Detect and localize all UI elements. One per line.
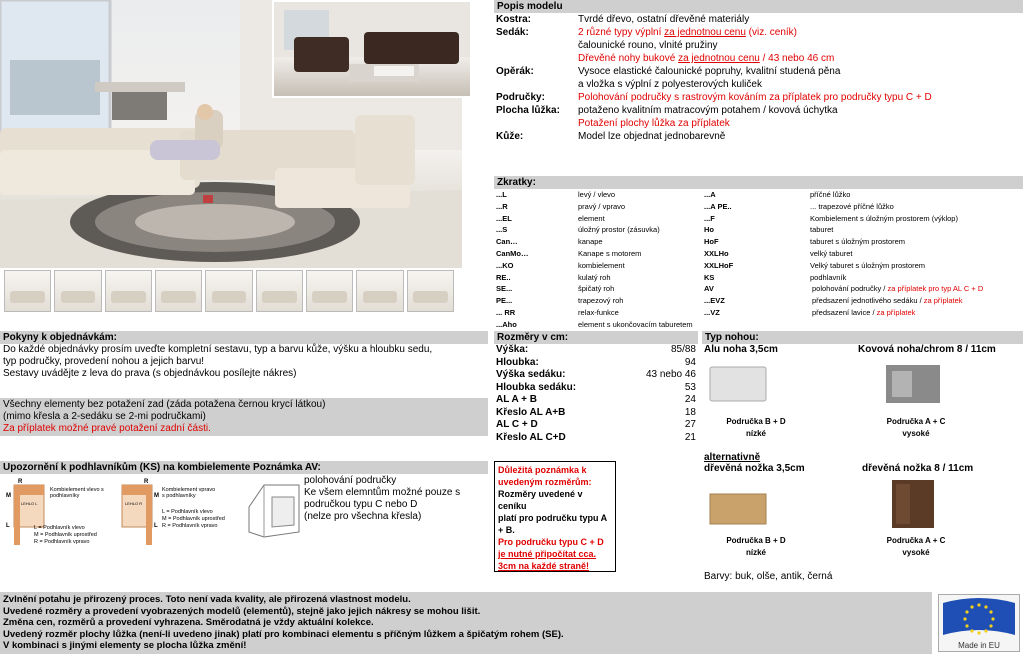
av-note (304, 475, 460, 523)
dimension-row (494, 432, 698, 445)
legend-right: R = Podhlavník vpravo (34, 539, 90, 545)
abbreviation-code: ...R (496, 201, 508, 211)
dimension-value: 85/88 (670, 344, 696, 355)
thumbnail[interactable] (105, 270, 152, 312)
abbreviation-row (494, 272, 1023, 284)
description-value: Model lze objednat jednobarevně (578, 131, 726, 142)
dimensions-title: Rozměry v cm: (494, 331, 698, 344)
instruction-line: Sestavy uvádějte z leva do prava (s objednávkou posílejte nákres) (3, 368, 297, 379)
dimension-row (494, 382, 698, 395)
wood-colors: Barvy: buk, olše, antik, černá (704, 571, 833, 582)
note-warning-line: 3cm na každé straně! (498, 561, 590, 571)
abbreviation-code: ... RR (496, 307, 516, 317)
description-key: Plocha lůžka: (496, 105, 560, 116)
legend-left: L = Podhlavník vlevo (34, 525, 85, 531)
abbreviation-row (494, 224, 1023, 236)
order-instructions-section (0, 331, 488, 436)
abbreviation-meaning: ... trapezové příčné lůžko (810, 201, 894, 211)
thumbnail[interactable] (54, 270, 101, 312)
abbreviation-row (494, 283, 1023, 295)
abbreviation-code: XXLHoF (704, 260, 734, 270)
abbreviation-row (494, 213, 1023, 225)
description-row (494, 130, 1023, 143)
alu-feet-label: Alu noha 3,5cm (704, 344, 778, 355)
m-mark: M (154, 493, 159, 499)
legend-left: L = Podhlavník vlevo (162, 509, 213, 515)
leather-sofa-illustration (274, 2, 470, 96)
dimension-label: Výška: (496, 344, 529, 355)
alternative-label: alternativně (704, 452, 761, 463)
thumbnail[interactable] (356, 270, 403, 312)
abbreviation-meaning (810, 319, 1023, 331)
alu-armrest-caption: Područka B + D (726, 417, 786, 426)
abbreviation-meaning: špičatý roh (578, 284, 615, 294)
abbreviation-code: ...A (704, 190, 716, 199)
abbreviation-meaning: Velký taburet s úložným prostorem (810, 260, 926, 270)
description-key (494, 39, 578, 52)
note-line: Rozměry uvedené v ceníku (498, 489, 583, 511)
av-line: (nelze pro všechna křesla) (304, 511, 422, 522)
model-description-rows (494, 13, 1023, 143)
abbreviation-code: Ho (704, 225, 714, 235)
right-diagram-title: Kombielement vpravo s podhlavníky (162, 487, 216, 499)
description-value: Polohování područky s rastrovým kováním za příplatek pro područky typu C + D (578, 92, 932, 103)
description-key (494, 78, 578, 91)
disclaimer-line: Uvedené rozměry a provedení vyobrazených modelů (elementů), stejně jako jejich nákresy se mohou lišit. (3, 605, 481, 617)
abbreviation-meaning: Kombielement s úložným prostorem (výklop) (810, 213, 958, 223)
abbreviation-code: ...S (496, 225, 508, 235)
thumbnail[interactable] (306, 270, 353, 312)
chrome-feet-label: Kovová noha/chrom 8 / 11cm (858, 344, 996, 355)
dimensions-section (494, 331, 698, 444)
made-in-eu-label: Made in EU (958, 641, 1000, 650)
abbreviation-meaning: velký taburet (810, 248, 853, 258)
thumbnail-strip (4, 270, 454, 314)
description-key: Sedák: (496, 27, 529, 38)
disclaimer-line: Zvlnění potahu je přirozený proces. Toto není vada kvality, ale přirozená vlastnost modelu. (3, 594, 411, 605)
abbreviation-meaning: levý / vlevo (578, 190, 616, 199)
dimension-value: 94 (684, 356, 696, 368)
dimension-row (494, 344, 698, 357)
thumbnail[interactable] (256, 270, 303, 312)
abbreviation-code: ...A PE.. (704, 201, 732, 211)
description-key (494, 52, 578, 65)
description-row (494, 13, 1023, 26)
abbreviation-row (494, 260, 1023, 272)
note-line: platí pro područku typu A (498, 513, 608, 523)
chrome-armrest-caption: Područka A + C (886, 417, 946, 426)
abbreviation-row (494, 295, 1023, 307)
thumbnail[interactable] (205, 270, 252, 312)
dimension-label: Křeslo AL A+B (496, 406, 566, 418)
disclaimer-line: V kombinaci s jinými elementy se plocha lůžka změní! (3, 640, 247, 652)
dimension-label: Křeslo AL C+D (496, 431, 566, 443)
dimension-row (494, 407, 698, 420)
description-key: Kostra: (496, 14, 532, 25)
right-legend (162, 509, 225, 530)
abbreviation-row (494, 236, 1023, 248)
description-row (494, 91, 1023, 104)
back-cover-line: (mimo křesla a 2-sedáku se 2-mi područkami) (3, 411, 206, 422)
disclaimer-line: Uvedený rozměr plochy lůžka (není-li uvedeno jinak) platí pro kombinaci elementu s příčným lůžkem a špičatým rohem (SE). (3, 628, 564, 640)
wood-small-height-caption: nízké (745, 548, 766, 557)
dimension-label: AL A + B (496, 394, 538, 405)
abbreviation-meaning: Kanape s motorem (578, 248, 642, 258)
abbreviation-meaning: pravý / vpravo (578, 201, 626, 211)
headrest-notice-section (0, 461, 488, 571)
description-row (494, 39, 1023, 52)
made-in-eu-badge (938, 594, 1020, 652)
abbreviation-meaning: předsazení jednotlivého sedáku / za příplatek (812, 296, 963, 306)
abbreviation-code: RE.. (496, 272, 511, 282)
abbreviation-code (704, 319, 810, 331)
abbreviation-meaning: předsazení lavice / za příplatek (812, 307, 916, 317)
left-element-label: LEHLO L (21, 501, 38, 506)
abbreviation-code: XXLHo (704, 248, 729, 258)
thumbnail[interactable] (155, 270, 202, 312)
av-line: Ke všem elemntům možné pouze s (304, 487, 461, 498)
chrome-height-caption: vysoké (902, 429, 930, 438)
dimension-value: 21 (684, 431, 696, 443)
left-legend (34, 525, 97, 546)
order-instructions-title: Pokyny k objednávkám: (0, 331, 488, 344)
abbreviation-code: ...EVZ (704, 296, 725, 306)
description-value: čalounické rouno, vlnité pružiny (578, 40, 718, 51)
abbreviation-row (494, 189, 1023, 201)
abbreviation-code: CanMo… (496, 248, 529, 258)
abbreviation-meaning: úložný prostor (zásuvka) (578, 225, 660, 235)
description-key: Kůže: (496, 131, 524, 142)
note-warning-line: je nutné připočítat cca. (498, 549, 597, 559)
note-warning-line: Pro područku typu C + D (498, 537, 604, 547)
instruction-line: Do každé objednávky prosím uveďte kompletní sestavu, typ a barvu kůže, výšku a hloubku sedu, (3, 344, 433, 355)
dimension-value: 24 (684, 394, 696, 405)
description-value: 2 různé typy výplní za jednotnou cenu (viz. ceník) (578, 27, 798, 38)
instruction-line: typ područky, provedení nohou a jejich barvu! (3, 356, 205, 367)
abbreviation-row (494, 248, 1023, 260)
description-key: Područky: (496, 92, 545, 103)
dimension-label: Hloubka sedáku: (496, 381, 577, 393)
r-mark: R (144, 479, 149, 485)
abbreviation-row (494, 307, 1023, 319)
abbreviation-meaning: taburet (810, 225, 834, 235)
legend-middle: M = Podhlavník uprostřed (34, 532, 97, 538)
armrest-sketch (244, 477, 304, 547)
dimension-row (494, 419, 698, 432)
left-diagram-title: Kombielement vlevo s podhlavníky (50, 487, 104, 499)
eu-flag-icon (939, 595, 1019, 639)
wood-large-armrest-caption: Područka A + C (886, 536, 946, 545)
abbreviation-code: ...VZ (704, 307, 720, 317)
dimension-label: AL C + D (496, 419, 538, 430)
feet-types-title: Typ nohou: (702, 331, 1023, 344)
dimension-row (494, 369, 698, 382)
dimensions-table (494, 344, 698, 444)
wood-large-height-caption: vysoké (902, 548, 930, 557)
description-row (494, 65, 1023, 78)
description-row (494, 26, 1023, 39)
abbreviation-meaning: element s ukončovacím taburetem (578, 319, 693, 329)
dimension-row (494, 357, 698, 370)
abbreviation-meaning: podhlavník (810, 272, 847, 282)
legend-right: R = Podhlavník vpravo (162, 523, 218, 529)
abbreviation-code: AV (704, 284, 714, 294)
abbreviation-code: KS (704, 272, 715, 282)
abbreviation-code: SE... (496, 284, 513, 294)
dimension-row (494, 394, 698, 407)
abbreviation-code: ...KO (496, 260, 514, 270)
dimension-value: 53 (684, 381, 696, 393)
important-dimensions-note (494, 461, 616, 572)
description-value: Vysoce elastické čalounické popruhy, kvalitní studená pěna (578, 66, 841, 77)
abbreviation-meaning: trapezový roh (578, 296, 624, 306)
abbreviation-meaning: relax-funkce (578, 307, 619, 317)
alu-foot-image (708, 361, 774, 407)
abbreviation-meaning: polohování područky / za příplatek pro typ AL C + D (812, 284, 984, 294)
wood-foot-large-image (882, 476, 948, 532)
description-key: Opěrák: (496, 66, 534, 77)
abbreviation-code: HoF (704, 237, 719, 247)
abbreviation-meaning: kulatý roh (578, 272, 611, 282)
abbreviation-meaning: element (578, 213, 605, 223)
footer-disclaimer (0, 592, 932, 654)
abbreviation-meaning: kombielement (578, 260, 625, 270)
dimension-label: Výška sedáku: (496, 369, 566, 380)
wood-foot-small-image (708, 486, 774, 532)
description-key (494, 117, 578, 130)
av-line: područkou typu C nebo D (304, 499, 418, 510)
abbreviation-code: ...L (496, 190, 507, 199)
note-heading-line: uvedeným rozměrům: (498, 477, 592, 487)
disclaimer-line: Změna cen, rozměrů a provedení vyhrazena. Směrodatná je vždy aktuální kolekce. (3, 617, 374, 629)
description-value: potaženo kvalitním matracovým potahem / kovová úchytka (578, 105, 838, 116)
right-combi-diagram (112, 479, 260, 551)
description-value: Tvrdé dřevo, ostatní dřevěné materiály (578, 14, 750, 25)
note-heading-line: Důležitá poznámka k (498, 465, 587, 475)
headrest-notice-title: Upozornění k podhlavníkům (KS) na kombielemente Poznámka AV: (0, 461, 488, 474)
dimension-value: 18 (684, 406, 696, 418)
dimension-value: 43 nebo 46 (645, 369, 696, 380)
abbreviation-code: ...F (704, 213, 715, 223)
model-description-section (494, 0, 1023, 143)
l-mark: L (154, 523, 158, 529)
description-row (494, 78, 1023, 91)
description-row (494, 117, 1023, 130)
abbreviation-code: ...EL (496, 213, 512, 223)
right-element-label: LEHLO R (125, 501, 143, 506)
abbreviation-meaning: taburet s úložným prostorem (810, 237, 906, 247)
abbreviation-row (494, 319, 1023, 331)
description-row (494, 52, 1023, 65)
thumbnail[interactable] (407, 270, 454, 312)
feet-types-section (702, 331, 1023, 592)
av-line: polohování područky (304, 475, 397, 486)
alu-height-caption: nízké (745, 429, 766, 438)
abbreviation-code: PE... (496, 296, 513, 306)
chrome-foot-image (882, 361, 948, 407)
description-value: Potažení plochy lůžka za příplatek (578, 118, 730, 129)
abbreviation-code: ...Aho (496, 319, 517, 329)
wood-foot-small-label: dřevěná nožka 3,5cm (704, 463, 805, 474)
model-description-title: Popis modelu (494, 0, 1023, 13)
dimension-value: 27 (684, 419, 696, 430)
note-line: + B. (498, 525, 515, 535)
thumbnail[interactable] (4, 270, 51, 312)
r-mark: R (18, 479, 23, 485)
description-value: a vložka s výplní z polyesterových kuliček (578, 79, 762, 90)
abbreviation-meaning: příčné lůžko (810, 190, 851, 199)
abbreviations-section (494, 176, 1023, 331)
inset-product-photo (272, 0, 472, 98)
l-mark: L (6, 523, 10, 529)
abbreviation-meaning: kanape (578, 237, 603, 247)
description-row (494, 104, 1023, 117)
abbreviations-title: Zkratky: (494, 176, 1023, 189)
abbreviation-code: Can… (496, 237, 518, 247)
description-value: Dřevěné nohy bukové za jednotnou cenu / 43 nebo 46 cm (578, 53, 835, 64)
m-mark: M (6, 493, 11, 499)
wood-foot-large-label: dřevěná nožka 8 / 11cm (862, 463, 974, 474)
abbreviation-row (494, 201, 1023, 213)
dimension-label: Hloubka: (496, 356, 539, 368)
back-cover-note (0, 398, 488, 436)
legend-middle: M = Podhlavník uprostřed (162, 516, 225, 522)
back-cover-line: Všechny elementy bez potažení zad (záda potažena černou krycí látkou) (3, 399, 326, 410)
wood-small-armrest-caption: Područka B + D (726, 536, 786, 545)
abbreviations-table (494, 189, 1023, 331)
back-cover-surcharge: Za příplatek možné pravé potažení zadní části. (3, 423, 211, 434)
